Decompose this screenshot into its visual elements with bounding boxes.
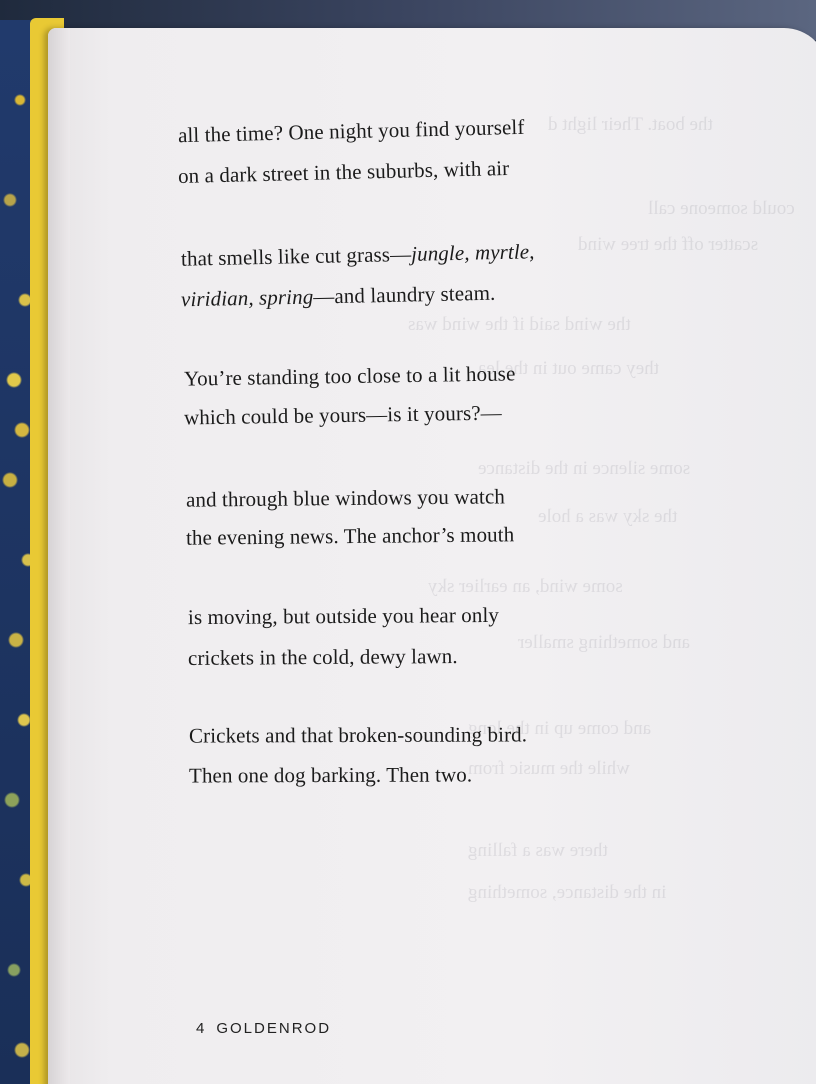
- italic-text: viridian, spring: [180, 284, 314, 312]
- poem-line: [189, 763, 472, 789]
- page-footer: [196, 1020, 331, 1037]
- line-text: You’re standing too close to a lit house: [183, 361, 516, 391]
- line-text: —and laundry steam.: [313, 280, 496, 309]
- line-text: Crickets and that broken-sounding bird.: [188, 722, 528, 748]
- line-text: crickets in the cold, dewy lawn.: [187, 644, 458, 670]
- poem-line: [188, 603, 499, 630]
- italic-text: jungle, myrtle,: [410, 239, 535, 266]
- line-text: is moving, but outside you hear only: [187, 602, 500, 630]
- poem-line: [189, 722, 527, 748]
- line-text: and through blue windows you watch: [185, 484, 506, 512]
- poem-line: [186, 522, 514, 550]
- line-text: all the time? One night you find yourself: [177, 114, 525, 148]
- show-through-text: the boat. Their light d could someone call scatter off the tree wind the wind said if the wind was they came out in the lea some silence in the distance the sky was a hole some wind, an earlier sky and something smaller and come up in the long while the music from there was a falling in the distance, something: [408, 114, 795, 903]
- book-page: [48, 28, 816, 1084]
- line-text: that smells like cut grass—: [180, 241, 412, 271]
- line-text: which could be yours—is it yours?—: [183, 400, 502, 430]
- page-number: 4: [196, 1020, 205, 1037]
- poem-line: [184, 401, 502, 431]
- poem-line: [188, 644, 458, 671]
- line-text: the evening news. The anchor’s mouth: [185, 522, 515, 550]
- line-text: Then one dog barking. Then two.: [188, 762, 473, 788]
- line-text: on a dark street in the suburbs, with air: [177, 155, 510, 189]
- poem-line: [186, 484, 505, 512]
- running-title: GOLDENROD: [216, 1020, 332, 1037]
- poem-line: [184, 361, 516, 391]
